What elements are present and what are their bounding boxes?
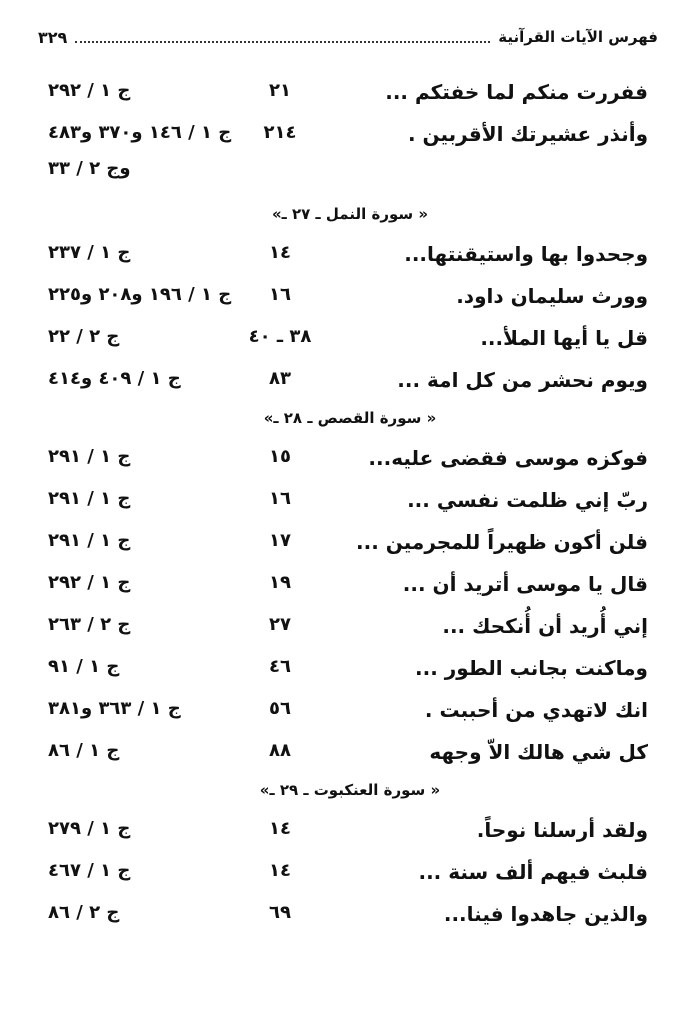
page-reference: ج ٢ / ٨٦ (48, 902, 120, 923)
verse-number: ١٤ (269, 242, 291, 263)
running-header (38, 22, 658, 52)
verse-text: ويوم نحشر من كل امة ... (397, 368, 648, 392)
page-reference: ج ١ / ٢٣٧ (48, 242, 131, 263)
page-reference: ج ٢ / ٢٢ (48, 326, 120, 347)
index-row (0, 688, 700, 730)
verse-number: ١٤ (269, 860, 291, 881)
index-row (0, 892, 700, 934)
verse-text: ولقد أرسلنا نوحاً. (476, 818, 648, 842)
verse-number: ٨٣ (269, 368, 291, 389)
index-row (0, 850, 700, 892)
page-reference: ج ١ / ٢٩١ (48, 530, 131, 551)
index-row-continuation (0, 154, 700, 196)
page-reference: ج ١ / ٣٦٣ و٣٨١ (48, 698, 181, 719)
verse-number: ٨٨ (269, 740, 291, 761)
verse-number: ٥٦ (269, 698, 291, 719)
page-number: ٣٢٩ (38, 27, 68, 47)
verse-number: ١٧ (269, 530, 291, 551)
verse-number: ١٤ (269, 818, 291, 839)
surah-heading: « سورة القصص ـ ٢٨ ـ» (263, 409, 437, 427)
verse-text: وماكنت بجانب الطور ... (415, 656, 648, 680)
surah-heading: « سورة النمل ـ ٢٧ ـ» (271, 205, 429, 223)
verse-number: ٢١ (269, 80, 291, 101)
verse-number: ١٩ (269, 572, 291, 593)
header-title: فهرس الآيات القرآنية (498, 28, 658, 46)
verse-number: ٦٩ (269, 902, 291, 923)
index-row (0, 808, 700, 850)
verse-text: فلبث فيهم ألف سنة ... (418, 860, 648, 884)
dot-leader (75, 41, 490, 43)
index-row (0, 436, 700, 478)
index-row (0, 232, 700, 274)
page-reference: ج ١ / ١٤٦ و٣٧٠ و٤٨٣ (48, 122, 232, 143)
page-reference: ج ١ / ٤٦٧ (48, 860, 131, 881)
verse-text: كل شي هالك الاّ وجهه (429, 740, 648, 764)
page-reference: ج ١ / ٢٩٢ (48, 572, 131, 593)
index-row (0, 562, 700, 604)
index-row (0, 520, 700, 562)
page-reference: ج ١ / ٢٩١ (48, 446, 131, 467)
index-row (0, 358, 700, 400)
page-reference: وج ٢ / ٣٣ (48, 158, 131, 179)
page-reference: ج ١ / ٢٩١ (48, 488, 131, 509)
verse-text: قال يا موسى أتريد أن ... (402, 572, 648, 596)
verse-text: فلن أكون ظهيراً للمجرمين ... (356, 530, 648, 554)
index-row (0, 274, 700, 316)
verse-text: وجحدوا بها واستيقنتها... (404, 242, 648, 266)
verse-text: إني أُريد أن أُنكحك ... (442, 614, 648, 638)
index-row (0, 604, 700, 646)
verse-text: فوكزه موسى فقضى عليه... (368, 446, 648, 470)
verse-text: انك لاتهدي من أحببت . (424, 698, 648, 722)
verse-number: ٣٨ ـ ٤٠ (248, 326, 312, 347)
verse-index (0, 70, 700, 934)
verse-number: ٢٧ (269, 614, 291, 635)
verse-text: والذين جاهدوا فينا... (443, 902, 648, 926)
verse-text: وأنذر عشيرتك الأقربين . (407, 122, 648, 146)
page-reference: ج ١ / ١٩٦ و٢٠٨ و٢٢٥ (48, 284, 232, 305)
verse-text: ربّ إني ظلمت نفسي ... (407, 488, 648, 512)
index-row (0, 478, 700, 520)
verse-text: ففررت منكم لما خفتكم ... (385, 80, 648, 104)
verse-number: ١٦ (269, 488, 291, 509)
page-reference: ج ١ / ٢٧٩ (48, 818, 131, 839)
verse-number: ٤٦ (269, 656, 291, 677)
page-reference: ج ٢ / ٢٦٣ (48, 614, 131, 635)
verse-number: ١٦ (269, 284, 291, 305)
verse-text: وورث سليمان داود. (456, 284, 648, 308)
verse-number: ١٥ (269, 446, 291, 467)
index-row (0, 316, 700, 358)
page-reference: ج ١ / ٤٠٩ و٤١٤ (48, 368, 181, 389)
index-row (0, 70, 700, 112)
page-reference: ج ١ / ٨٦ (48, 740, 120, 761)
verse-number: ٢١٤ (263, 122, 297, 143)
verse-text: قل يا أيها الملأ... (480, 326, 648, 350)
page-reference: ج ١ / ٩١ (48, 656, 120, 677)
index-row (0, 646, 700, 688)
index-row (0, 730, 700, 772)
surah-heading: « سورة العنكبوت ـ ٢٩ ـ» (259, 781, 441, 799)
index-row (0, 112, 700, 154)
page-reference: ج ١ / ٢٩٢ (48, 80, 131, 101)
